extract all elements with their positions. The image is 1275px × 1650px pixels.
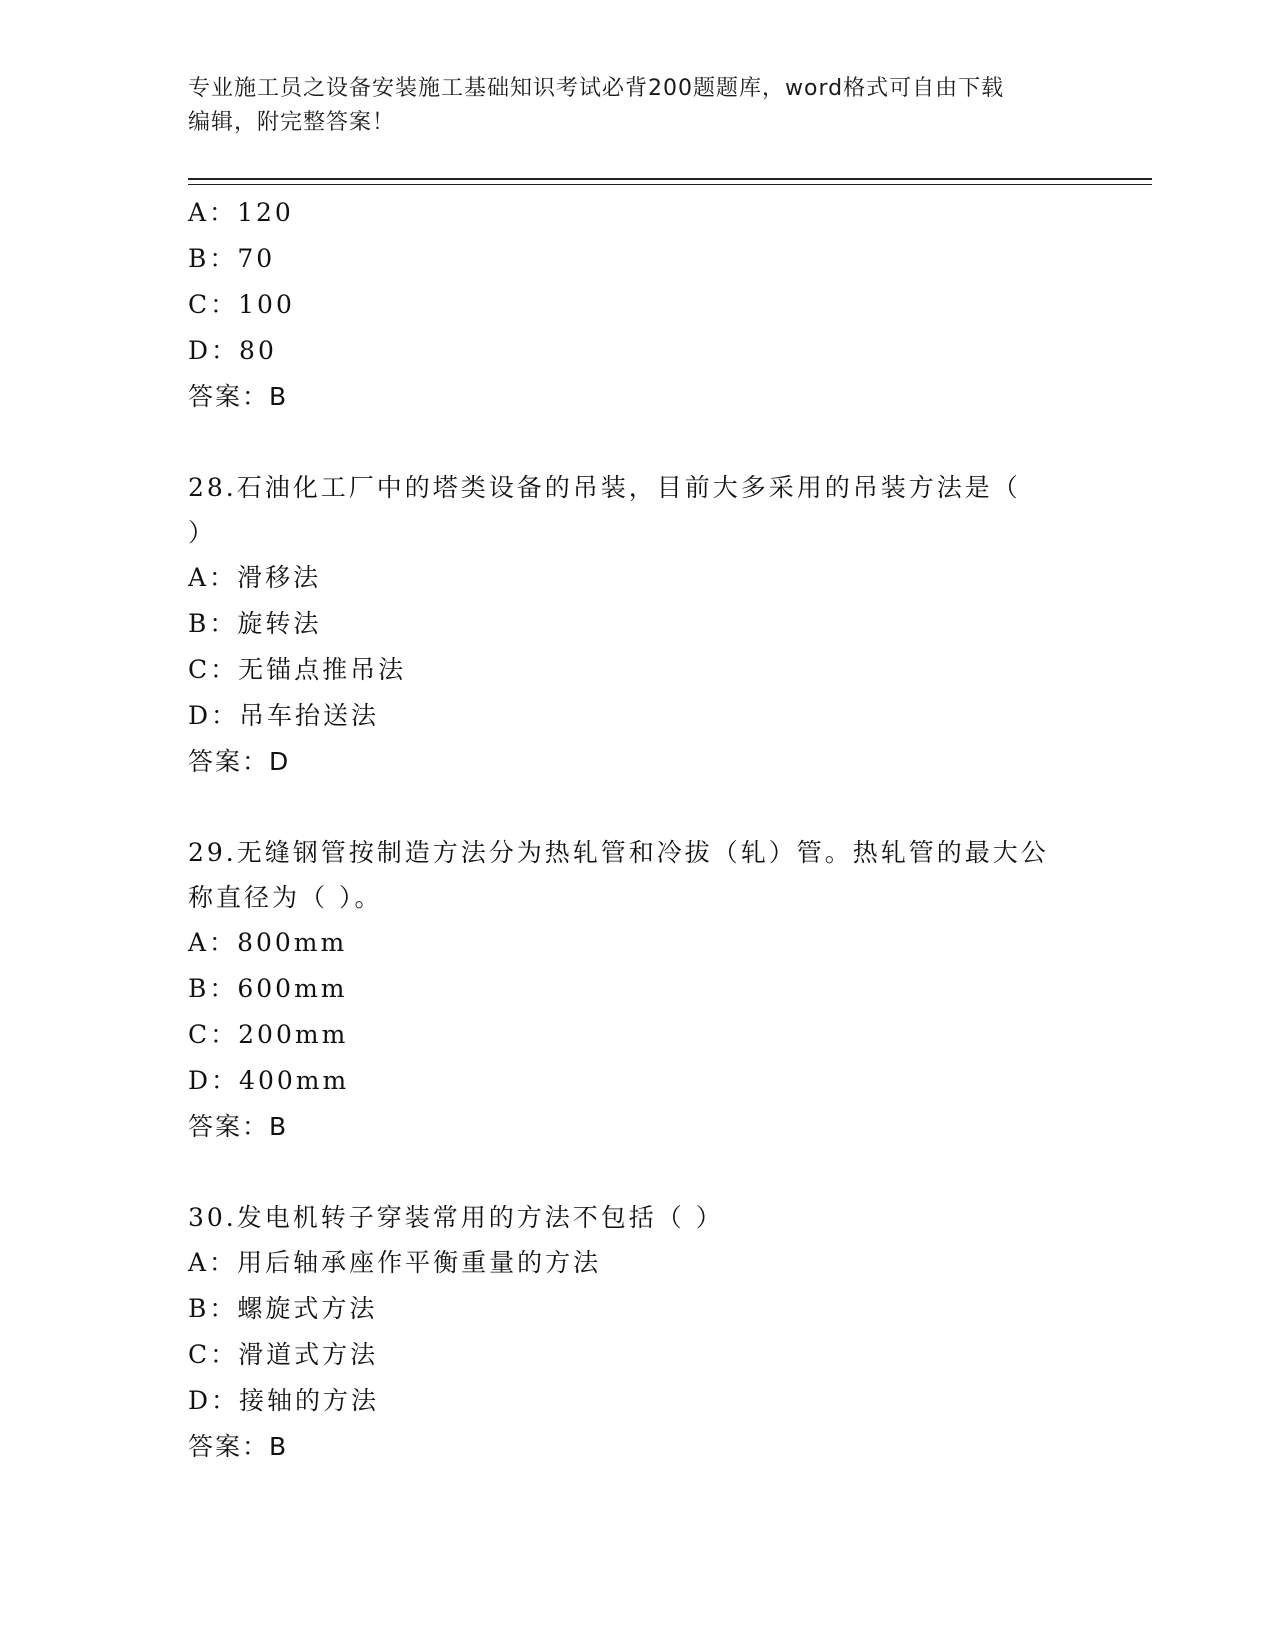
option-label: B：	[188, 609, 238, 638]
question-text-line-1: 30.发电机转子穿装常用的方法不包括（ ）	[188, 1203, 724, 1232]
header-divider-thick	[188, 178, 1152, 180]
option-text: 用后轴承座作平衡重量的方法	[237, 1248, 602, 1277]
option-label: D：	[188, 1386, 240, 1415]
option-a	[188, 555, 1088, 601]
option-label: A：	[188, 1248, 238, 1277]
option-text: 无锚点推吊法	[238, 655, 407, 684]
option-text: 螺旋式方法	[237, 1294, 378, 1323]
question-text-line-2: ）	[188, 518, 217, 547]
question-text	[188, 1195, 1068, 1240]
option-label: A：	[188, 198, 238, 227]
option-text: 旋转法	[237, 609, 322, 638]
question-28	[188, 465, 1088, 785]
option-text: 吊车抬送法	[239, 701, 380, 730]
option-label: A：	[188, 563, 238, 592]
option-text: 80	[239, 336, 277, 365]
option-text: 70	[237, 244, 276, 273]
option-text: 600mm	[237, 974, 348, 1003]
answer-line: 答案：B	[188, 382, 289, 411]
option-text: 滑移法	[237, 563, 322, 592]
option-c	[188, 647, 1088, 693]
answer-line: 答案：B	[188, 1112, 289, 1141]
option-text: 200mm	[238, 1020, 349, 1049]
question-list	[188, 190, 1088, 1470]
option-label: C：	[188, 655, 239, 684]
option-d	[188, 1378, 1088, 1424]
option-a	[188, 190, 1088, 236]
question-text	[188, 830, 1068, 920]
header-divider-thin	[188, 184, 1152, 185]
option-label: B：	[188, 974, 238, 1003]
option-b	[188, 236, 1088, 282]
option-d	[188, 328, 1088, 374]
option-b	[188, 1286, 1088, 1332]
document-header	[188, 72, 1088, 140]
question-text-line-1: 29.无缝钢管按制造方法分为热轧管和冷拔（轧）管。热轧管的最大公	[188, 838, 1049, 867]
option-text: 滑道式方法	[238, 1340, 379, 1369]
question-27-tail	[188, 190, 1088, 420]
option-text: 接轴的方法	[239, 1386, 380, 1415]
header-line-1: 专业施工员之设备安装施工基础知识考试必背200题题库，word格式可自由下载	[188, 76, 1005, 101]
answer-line: 答案：B	[188, 1432, 289, 1461]
question-text-line-1: 28.石油化工厂中的塔类设备的吊装，目前大多采用的吊装方法是（	[188, 473, 1021, 502]
header-line-2: 编辑，附完整答案！	[188, 110, 396, 135]
question-text-line-2: 称直径为（ ）。	[188, 883, 383, 912]
option-text: 800mm	[237, 928, 348, 957]
option-text: 100	[238, 290, 295, 319]
option-label: C：	[188, 1340, 239, 1369]
option-label: D：	[188, 701, 240, 730]
option-text: 400mm	[239, 1066, 350, 1095]
option-c	[188, 282, 1088, 328]
option-d	[188, 1058, 1088, 1104]
option-label: A：	[188, 928, 238, 957]
option-label: C：	[188, 1020, 239, 1049]
question-29	[188, 830, 1088, 1150]
option-c	[188, 1012, 1088, 1058]
option-c	[188, 1332, 1088, 1378]
option-label: B：	[188, 244, 238, 273]
question-30	[188, 1195, 1088, 1470]
option-label: C：	[188, 290, 239, 319]
question-text	[188, 465, 1068, 555]
option-b	[188, 966, 1088, 1012]
option-label: D：	[188, 336, 240, 365]
option-label: B：	[188, 1294, 238, 1323]
option-d	[188, 693, 1088, 739]
answer-line: 答案：D	[188, 747, 291, 776]
option-b	[188, 601, 1088, 647]
option-label: D：	[188, 1066, 240, 1095]
option-a	[188, 1240, 1088, 1286]
option-a	[188, 920, 1088, 966]
option-text: 120	[237, 198, 294, 227]
